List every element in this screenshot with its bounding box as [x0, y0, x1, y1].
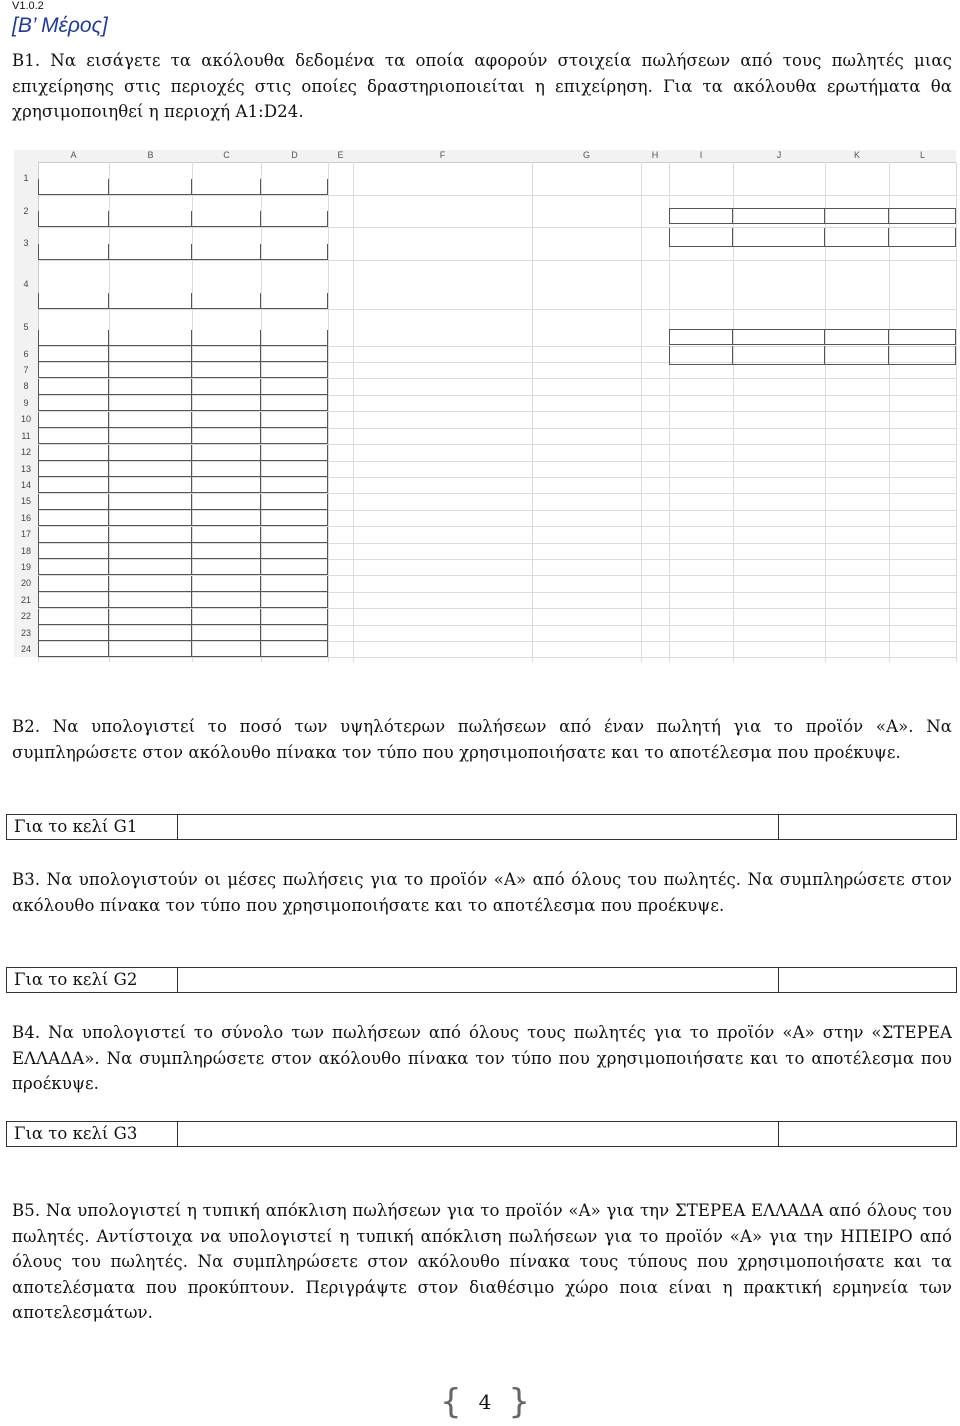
row-header: 21 [14, 592, 39, 608]
table-cell [192, 559, 261, 575]
criteria-header [669, 208, 733, 224]
table-cell [192, 609, 261, 625]
criteria-header [889, 208, 956, 224]
question-b2: Β2. Να υπολογιστεί το ποσό των υψηλότερων πωλήσεων από έναν πωλητή για το προϊόν «Α». Να συμπληρώσετε στον ακόλουθο πίνακα τον τύπο που χρησιμοποιήσατε και το αποτέλεσμα που προέκυψε. [12, 717, 952, 762]
table-cell [261, 179, 328, 195]
answer-row-g3 [6, 1121, 957, 1147]
column-header: I [669, 150, 733, 163]
column-header: J [733, 150, 825, 163]
table-cell [192, 346, 261, 362]
table-cell [38, 477, 109, 493]
criteria-value [733, 228, 825, 247]
table-cell [261, 395, 328, 411]
section-heading: [Β’ Μέρος] [12, 14, 108, 37]
table-cell [192, 330, 261, 346]
table-cell [109, 477, 192, 493]
table-cell [109, 346, 192, 362]
table-cell [38, 211, 109, 227]
table-cell [109, 461, 192, 477]
table-cell [192, 428, 261, 444]
table-cell [261, 330, 328, 346]
table-cell [38, 395, 109, 411]
row-header: 13 [14, 461, 39, 477]
answer-divider [778, 968, 779, 992]
row-header: 22 [14, 608, 39, 625]
table-cell [192, 510, 261, 526]
version-label: V1.0.2 [12, 0, 44, 12]
table-cell [261, 543, 328, 559]
criteria-header [733, 329, 825, 345]
column-header: E [328, 150, 353, 163]
table-cell [192, 412, 261, 428]
table-cell [192, 293, 261, 309]
gridline [328, 162, 329, 662]
row-header: 15 [14, 493, 39, 510]
column-header: C [192, 150, 261, 163]
table-cell [261, 625, 328, 641]
gridline [353, 162, 354, 662]
table-cell [109, 428, 192, 444]
table-cell [261, 461, 328, 477]
table-cell [38, 461, 109, 477]
table-cell [109, 625, 192, 641]
table-cell [38, 412, 109, 428]
gridline [532, 162, 533, 662]
row-header: 3 [14, 227, 39, 260]
table-cell [192, 461, 261, 477]
table-cell [38, 592, 109, 608]
table-cell [109, 445, 192, 461]
row-header: 9 [14, 395, 39, 411]
answer-label: Για το κελί G2 [14, 970, 138, 989]
row-header: 23 [14, 625, 39, 641]
row-header: 24 [14, 641, 39, 657]
table-cell [261, 641, 328, 657]
column-header: B [109, 150, 192, 163]
page-footer [440, 1382, 530, 1422]
row-header: 17 [14, 526, 39, 543]
table-cell [261, 477, 328, 493]
table-cell [38, 445, 109, 461]
answer-divider [177, 815, 178, 839]
table-cell [109, 330, 192, 346]
row-header: 19 [14, 559, 39, 575]
criteria-header [825, 208, 889, 224]
table-cell [109, 527, 192, 543]
criteria-header [889, 329, 956, 345]
table-cell [38, 494, 109, 510]
table-cell [261, 559, 328, 575]
table-cell [192, 477, 261, 493]
column-header: K [825, 150, 889, 163]
row-header: 11 [14, 428, 39, 444]
right-brace-icon: } [508, 1382, 530, 1422]
table-cell [38, 379, 109, 395]
criteria-value [889, 228, 956, 247]
table-cell [109, 543, 192, 559]
criteria-value [825, 346, 889, 365]
gridline [38, 260, 956, 261]
table-cell [109, 211, 192, 227]
row-header: 8 [14, 378, 39, 395]
table-cell [38, 543, 109, 559]
question-b3: Β3. Να υπολογιστούν οι μέσες πωλήσεις για το προϊόν «Α» από όλους του πωλητές. Να συμπληρώσετε στον ακόλουθο πίνακα τον τύπο που χρησιμοποιήσατε και το αποτέλεσμα που προέκυψε. [12, 870, 952, 915]
row-header: 16 [14, 510, 39, 526]
table-cell [109, 641, 192, 657]
table-cell [192, 211, 261, 227]
criteria-value [669, 346, 733, 365]
table-cell [109, 576, 192, 592]
gridline [956, 162, 957, 662]
table-cell [109, 412, 192, 428]
table-cell [192, 445, 261, 461]
answer-label: Για το κελί G1 [14, 817, 138, 836]
table-cell [38, 346, 109, 362]
gridline [38, 309, 956, 310]
table-cell [192, 576, 261, 592]
table-cell [109, 510, 192, 526]
table-cell [261, 494, 328, 510]
answer-divider [778, 815, 779, 839]
row-header: 20 [14, 575, 39, 592]
table-cell [38, 244, 109, 260]
table-cell [38, 641, 109, 657]
table-cell [109, 244, 192, 260]
table-cell [109, 395, 192, 411]
table-cell [38, 527, 109, 543]
row-header: 1 [14, 162, 39, 195]
table-cell [192, 641, 261, 657]
table-cell [38, 510, 109, 526]
table-cell [38, 293, 109, 309]
criteria-value [669, 228, 733, 247]
table-cell [38, 609, 109, 625]
table-cell [38, 559, 109, 575]
table-cell [261, 445, 328, 461]
question-b4: Β4. Να υπολογιστεί το σύνολο των πωλήσεων από όλους τους πωλητές για το προϊόν «Α» στην «ΣΤΕΡΕΑ ΕΛΛΑΔΑ». Να συμπληρώσετε στον ακόλουθο πίνακα τον τύπο που χρησιμοποιήσατε και το αποτέλεσμα που προέκυψε. [12, 1023, 952, 1093]
column-header: A [38, 150, 109, 163]
table-cell [192, 592, 261, 608]
criteria-value [825, 228, 889, 247]
row-header: 6 [14, 346, 39, 362]
question-b5: Β5. Να υπολογιστεί η τυπική απόκλιση πωλήσεων για το προϊόν «Α» για την ΣΤΕΡΕΑ ΕΛΛΑΔΑ από όλους του πωλητές. Αντίστοιχα να υπολογιστεί η τυπική απόκλιση πωλήσεων για το προϊόν «Α» για την ΗΠΕΙΡΟ από όλους του πωλητές. Να συμπληρώσετε στον ακόλουθο πίνακα τους τύπους που χρησιμοποιήσατε και τα αποτελέσματα που προκύπτουν. Περιγράψτε στον διαθέσιμο χώρο ποια είναι η πρακτική ερμηνεία των αποτελεσμάτων. [12, 1201, 952, 1322]
answer-row-g1 [6, 814, 957, 840]
table-cell [109, 559, 192, 575]
criteria-header [825, 329, 889, 345]
table-cell [261, 346, 328, 362]
table-cell [261, 244, 328, 260]
answer-row-g2 [6, 967, 957, 993]
table-cell [192, 179, 261, 195]
gridline [641, 162, 642, 662]
table-cell [261, 609, 328, 625]
table-cell [261, 592, 328, 608]
table-cell [261, 428, 328, 444]
table-cell [192, 362, 261, 378]
table-cell [38, 428, 109, 444]
spreadsheet-screenshot [14, 150, 956, 662]
table-cell [192, 379, 261, 395]
table-cell [261, 510, 328, 526]
gridline [38, 195, 956, 196]
row-header: 14 [14, 477, 39, 493]
table-cell [109, 179, 192, 195]
table-cell [38, 625, 109, 641]
table-cell [38, 330, 109, 346]
page-number: 4 [478, 1390, 492, 1414]
table-cell [38, 576, 109, 592]
row-header: 10 [14, 411, 39, 428]
criteria-value [889, 346, 956, 365]
table-cell [261, 412, 328, 428]
column-header: H [641, 150, 669, 163]
column-header: L [889, 150, 956, 163]
table-cell [109, 293, 192, 309]
question-b1: Β1. Να εισάγετε τα ακόλουθα δεδομένα τα οποία αφορούν στοιχεία πωλήσεων από τους πωλητές μιας επιχείρησης στις περιοχές στις οποίες δραστηριοποιείται η επιχείρηση. Για τα ακόλουθα ερωτήματα θα χρησιμοποιηθεί η περιοχή A1:D24. [12, 51, 952, 121]
table-cell [109, 609, 192, 625]
column-header: G [532, 150, 641, 163]
table-cell [109, 362, 192, 378]
table-cell [192, 244, 261, 260]
table-cell [261, 362, 328, 378]
row-header: 4 [14, 260, 39, 309]
answer-divider [177, 968, 178, 992]
row-header: 7 [14, 362, 39, 378]
table-cell [38, 362, 109, 378]
table-cell [192, 625, 261, 641]
answer-divider [177, 1122, 178, 1146]
table-cell [109, 592, 192, 608]
criteria-header [669, 329, 733, 345]
table-cell [192, 543, 261, 559]
row-header: 18 [14, 543, 39, 559]
table-cell [109, 379, 192, 395]
table-cell [38, 179, 109, 195]
table-cell [192, 527, 261, 543]
criteria-header [733, 208, 825, 224]
answer-divider [778, 1122, 779, 1146]
left-brace-icon: { [440, 1382, 462, 1422]
column-header: D [261, 150, 328, 163]
table-cell [261, 576, 328, 592]
table-cell [109, 494, 192, 510]
table-cell [192, 494, 261, 510]
row-header: 5 [14, 309, 39, 346]
table-cell [261, 211, 328, 227]
table-cell [261, 293, 328, 309]
table-cell [261, 527, 328, 543]
table-cell [192, 395, 261, 411]
column-header: F [353, 150, 532, 163]
answer-label: Για το κελί G3 [14, 1124, 138, 1143]
row-header: 2 [14, 195, 39, 227]
table-cell [261, 379, 328, 395]
gridline [38, 657, 956, 658]
row-header: 12 [14, 444, 39, 461]
criteria-value [733, 346, 825, 365]
